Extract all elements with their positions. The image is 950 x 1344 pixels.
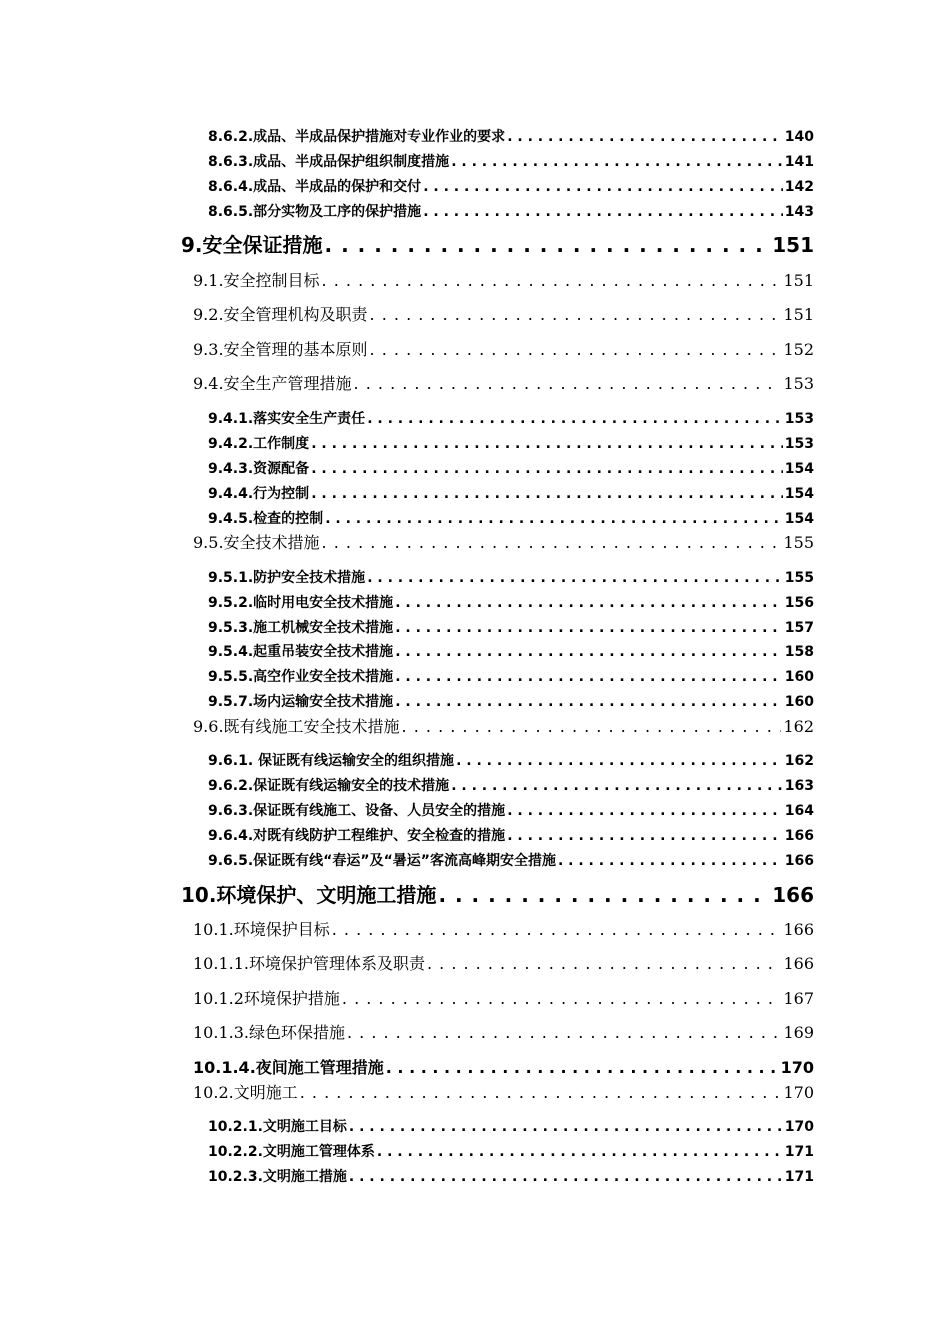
toc-entry-page: 155 (784, 570, 814, 586)
toc-dot-leader (451, 151, 783, 173)
toc-entry-title: 9.3.安全管理的基本原则 (193, 340, 368, 359)
toc-entry-page: 141 (784, 154, 814, 170)
toc-dot-leader (332, 917, 782, 943)
toc-entry-title: 9.5.安全技术措施 (193, 533, 320, 552)
toc-dot-leader (300, 1080, 782, 1106)
toc-entry-title: 9.1.安全控制目标 (193, 271, 320, 290)
toc-dot-leader (347, 1020, 781, 1046)
toc-dot-leader (386, 1055, 779, 1081)
toc-dot-leader (456, 750, 783, 772)
toc-entry-9[interactable] (181, 229, 814, 261)
toc-entry-title: 9.4.5.检查的控制 (208, 511, 324, 527)
toc-entry-title: 8.6.2.成品、半成品保护措施对专业作业的要求 (208, 129, 506, 145)
toc-entry-page: 160 (784, 694, 814, 710)
toc-entry-title: 9.5.7.场内运输安全技术措施 (208, 694, 394, 710)
toc-dot-leader (377, 1141, 783, 1163)
toc-entry-page: 166 (784, 853, 814, 869)
toc-entry-9-6-1[interactable] (208, 750, 814, 772)
toc-entry-title: 10.2.3.文明施工措施 (208, 1169, 347, 1185)
toc-entry-10-1-1[interactable] (193, 951, 814, 977)
toc-entry-9-6-4[interactable] (208, 825, 814, 847)
toc-entry-title: 9.6.既有线施工安全技术措施 (193, 717, 400, 736)
toc-dot-leader (311, 433, 783, 455)
toc-entry-8-6-2[interactable] (208, 126, 814, 148)
toc-entry-page: 155 (783, 533, 814, 552)
toc-entry-page: 160 (784, 669, 814, 685)
toc-entry-title: 9.安全保证措施 (181, 233, 323, 257)
toc-entry-page: 154 (784, 461, 814, 477)
toc-entry-page: 154 (784, 511, 814, 527)
toc-entry-title: 10.环境保护、文明施工措施 (181, 883, 437, 907)
toc-dot-leader (322, 530, 782, 556)
toc-entry-page: 140 (784, 129, 814, 145)
toc-entry-title: 9.4.4.行为控制 (208, 486, 310, 502)
toc-entry-page: 151 (783, 305, 814, 324)
toc-dot-leader (438, 879, 770, 911)
toc-entry-9-6-2[interactable] (208, 775, 814, 797)
toc-entry-title: 9.4.3.资源配备 (208, 461, 310, 477)
toc-entry-9-5-3[interactable] (208, 617, 814, 639)
toc-entry-page: 153 (784, 436, 814, 452)
toc-entry-page: 171 (784, 1169, 814, 1185)
toc-entry-8-6-5[interactable] (208, 201, 814, 223)
toc-entry-9-4-4[interactable] (208, 483, 814, 505)
toc-entry-title: 9.6.4.对既有线防护工程维护、安全检查的措施 (208, 828, 506, 844)
toc-dot-leader (395, 617, 783, 639)
toc-entry-page: 166 (783, 920, 814, 939)
toc-entry-page: 170 (784, 1119, 814, 1135)
toc-entry-title: 9.4.安全生产管理措施 (193, 374, 352, 393)
toc-entry-title: 10.2.2.文明施工管理体系 (208, 1144, 375, 1160)
toc-entry-title: 9.5.5.高空作业安全技术措施 (208, 669, 394, 685)
toc-entry-10-2-3[interactable] (208, 1166, 814, 1188)
toc-entry-title: 10.2.文明施工 (193, 1083, 298, 1102)
toc-dot-leader (395, 666, 783, 688)
toc-entry-10-1[interactable] (193, 917, 814, 943)
toc-entry-title: 9.5.1.防护安全技术措施 (208, 570, 366, 586)
toc-entry-title: 10.1.1.环境保护管理体系及职责 (193, 954, 425, 973)
toc-dot-leader (507, 800, 783, 822)
toc-entry-page: 153 (783, 374, 814, 393)
toc-entry-page: 157 (784, 620, 814, 636)
toc-dot-leader (325, 229, 771, 261)
toc-entry-title: 8.6.3.成品、半成品保护组织制度措施 (208, 154, 450, 170)
toc-entry-10-1-2[interactable] (193, 986, 814, 1012)
toc-entry-page: 166 (783, 954, 814, 973)
toc-entry-9-5-4[interactable] (208, 641, 814, 663)
toc-entry-10-2-2[interactable] (208, 1141, 814, 1163)
toc-entry-page: 163 (784, 778, 814, 794)
toc-dot-leader (507, 825, 783, 847)
toc-dot-leader (395, 691, 783, 713)
toc-entry-9-4-2[interactable] (208, 433, 814, 455)
toc-entry-page: 171 (784, 1144, 814, 1160)
toc-entry-page: 152 (783, 340, 814, 359)
toc-entry-9-5-1[interactable] (208, 567, 814, 589)
toc-dot-leader (342, 986, 782, 1012)
toc-dot-leader (367, 567, 783, 589)
toc-entry-9-3[interactable] (193, 337, 814, 363)
toc-entry-page: 143 (784, 204, 814, 220)
toc-entry-title: 9.5.3.施工机械安全技术措施 (208, 620, 394, 636)
toc-entry-page: 151 (783, 271, 814, 290)
toc-entry-9-4-1[interactable] (208, 408, 814, 430)
toc-entry-page: 156 (784, 595, 814, 611)
toc-entry-9-4-3[interactable] (208, 458, 814, 480)
toc-entry-title: 10.1.3.绿色环保措施 (193, 1023, 345, 1042)
toc-dot-leader (395, 592, 783, 614)
toc-dot-leader (423, 201, 783, 223)
toc-entry-page: 154 (784, 486, 814, 502)
toc-dot-leader (370, 302, 782, 328)
toc-entry-10-1-3[interactable] (193, 1020, 814, 1046)
toc-entry-9-5-7[interactable] (208, 691, 814, 713)
toc-entry-page: 170 (780, 1058, 814, 1077)
toc-entry-title: 9.4.2.工作制度 (208, 436, 310, 452)
toc-dot-leader (311, 458, 783, 480)
toc-entry-title: 9.5.2.临时用电安全技术措施 (208, 595, 394, 611)
toc-entry-page: 169 (783, 1023, 814, 1042)
toc-entry-title: 9.6.1. 保证既有线运输安全的组织措施 (208, 753, 455, 769)
toc-entry-page: 170 (783, 1083, 814, 1102)
toc-entry-page: 166 (772, 883, 814, 907)
toc-entry-9-5[interactable] (193, 530, 814, 556)
toc-entry-page: 162 (783, 717, 814, 736)
toc-dot-leader (354, 371, 782, 397)
toc-entry-page: 158 (784, 644, 814, 660)
toc-entry-title: 10.1.4.夜间施工管理措施 (193, 1058, 384, 1077)
toc-entry-page: 162 (784, 753, 814, 769)
toc-entry-title: 9.6.3.保证既有线施工、设备、人员安全的措施 (208, 803, 506, 819)
toc-entry-page: 167 (783, 989, 814, 1008)
toc-entry-8-6-3[interactable] (208, 151, 814, 173)
toc-dot-leader (349, 1166, 783, 1188)
toc-entry-page: 166 (784, 828, 814, 844)
toc-dot-leader (395, 641, 783, 663)
toc-entry-title: 10.2.1.文明施工目标 (208, 1119, 347, 1135)
toc-entry-title: 9.4.1.落实安全生产责任 (208, 411, 366, 427)
toc-entry-9-4[interactable] (193, 371, 814, 397)
toc-dot-leader (427, 951, 781, 977)
toc-entry-page: 153 (784, 411, 814, 427)
toc-entry-8-6-4[interactable] (208, 176, 814, 198)
toc-entry-page: 164 (784, 803, 814, 819)
toc-entry-title: 9.6.5.保证既有线“春运”及“暑运”客流高峰期安全措施 (208, 853, 556, 869)
toc-entry-title: 8.6.4.成品、半成品的保护和交付 (208, 179, 422, 195)
toc-entry-title: 9.6.2.保证既有线运输安全的技术措施 (208, 778, 450, 794)
toc-entry-page: 142 (784, 179, 814, 195)
toc-entry-title: 10.1.环境保护目标 (193, 920, 330, 939)
toc-entry-9-4-5[interactable] (208, 508, 814, 530)
toc-entry-9-5-2[interactable] (208, 592, 814, 614)
toc-entry-page: 151 (772, 233, 814, 257)
toc-entry-title: 10.1.2环境保护措施 (193, 989, 340, 1008)
toc-entry-9-1[interactable] (193, 268, 814, 294)
toc-dot-leader (451, 775, 783, 797)
toc-entry-10[interactable] (181, 879, 814, 911)
toc-dot-leader (322, 268, 782, 294)
toc-entry-9-6-5[interactable] (208, 850, 814, 872)
toc-dot-leader (367, 408, 783, 430)
toc-entry-9-6-3[interactable] (208, 800, 814, 822)
toc-dot-leader (558, 850, 783, 872)
toc-dot-leader (349, 1116, 783, 1138)
toc-entry-10-2-1[interactable] (208, 1116, 814, 1138)
toc-entry-title: 9.5.4.起重吊装安全技术措施 (208, 644, 394, 660)
toc-dot-leader (311, 483, 783, 505)
toc-entry-10-1-4[interactable] (193, 1055, 814, 1081)
toc-dot-leader (423, 176, 783, 198)
toc-entry-9-2[interactable] (193, 302, 814, 328)
toc-dot-leader (370, 337, 782, 363)
toc-dot-leader (402, 714, 782, 740)
toc-dot-leader (325, 508, 783, 530)
toc-entry-9-6[interactable] (193, 714, 814, 740)
toc-entry-title: 8.6.5.部分实物及工序的保护措施 (208, 204, 422, 220)
toc-dot-leader (507, 126, 783, 148)
toc-entry-title: 9.2.安全管理机构及职责 (193, 305, 368, 324)
toc-entry-10-2[interactable] (193, 1080, 814, 1106)
toc-entry-9-5-5[interactable] (208, 666, 814, 688)
